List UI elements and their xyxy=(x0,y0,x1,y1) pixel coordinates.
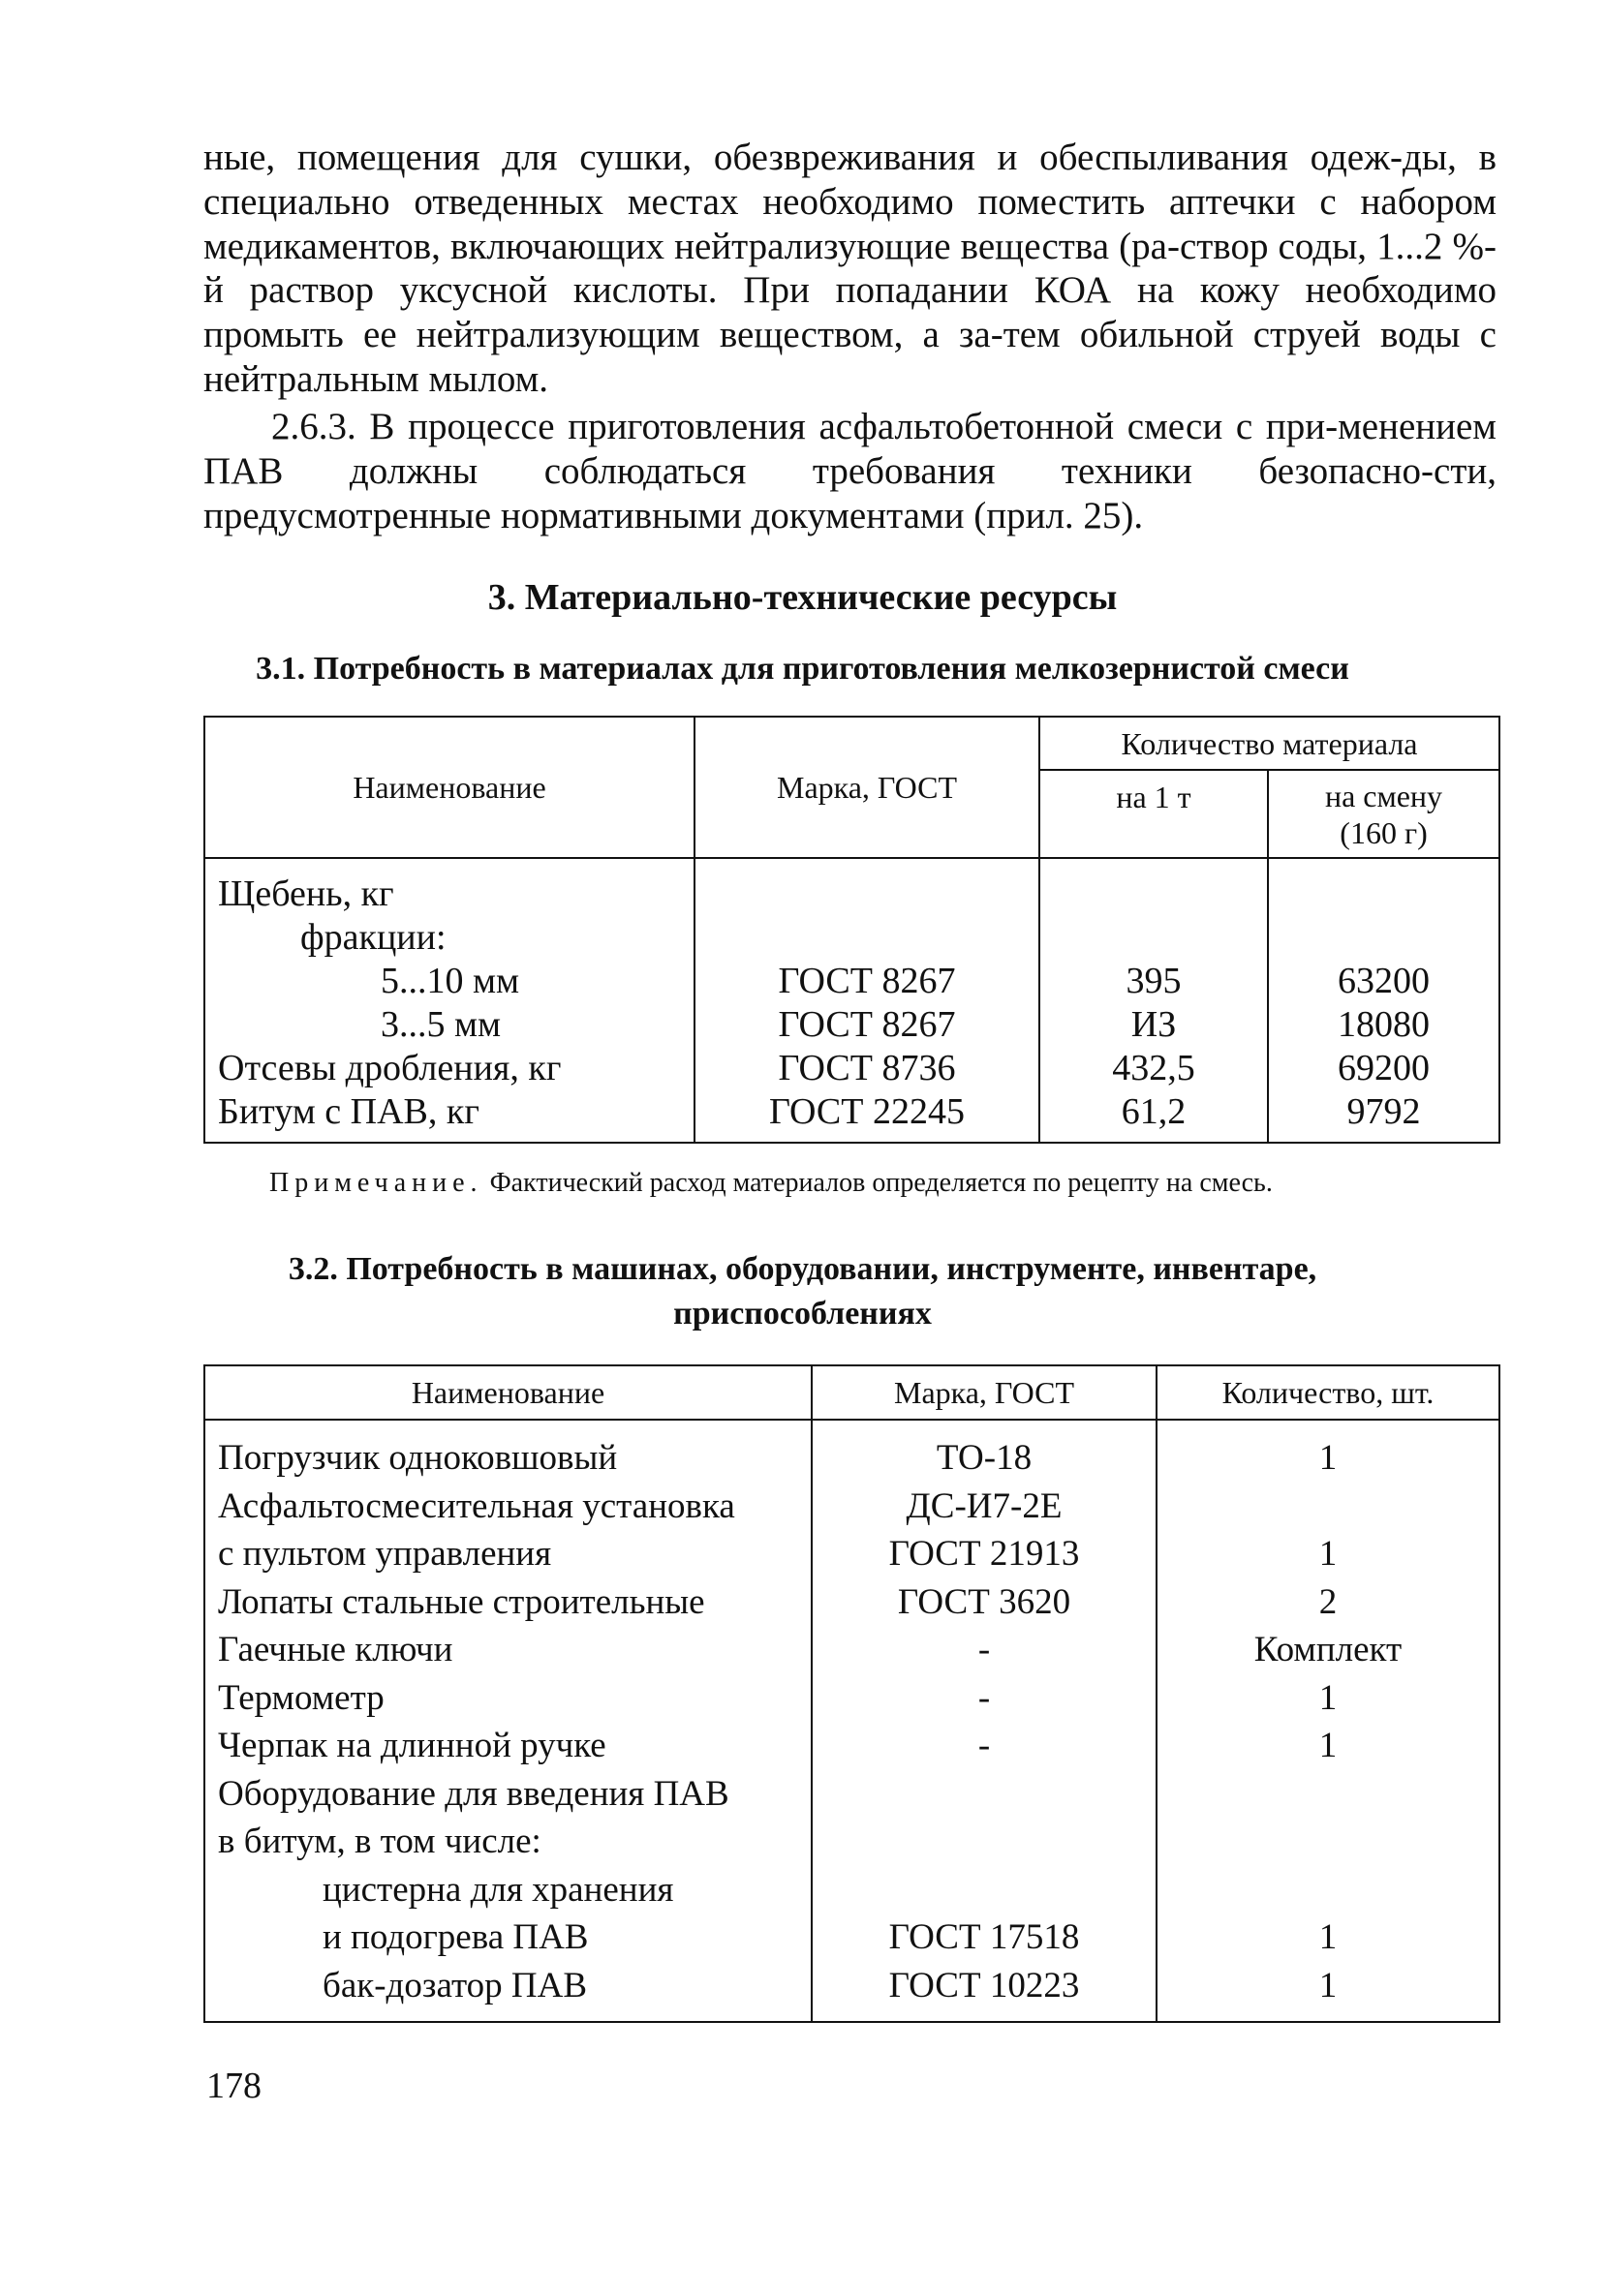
table-cell: ИЗ xyxy=(1130,1004,1177,1045)
table-cell: Лопаты стальные строительные xyxy=(218,1581,705,1622)
table-cell: Оборудование для введения ПАВ xyxy=(218,1773,729,1814)
table-cell: 1 xyxy=(1318,1726,1338,1765)
table-cell: 2 xyxy=(1318,1581,1338,1622)
table-cell xyxy=(1269,916,1498,960)
table-note xyxy=(269,1168,1273,1199)
table-cell: Термометр xyxy=(218,1677,385,1718)
table-cell: 3...5 мм xyxy=(381,1004,502,1045)
brand-column xyxy=(694,858,1039,1143)
name-column xyxy=(204,858,694,1143)
table-cell: Гаечные ключи xyxy=(218,1630,453,1669)
column-header-name: Наименование xyxy=(204,1365,812,1420)
table-cell: 1 xyxy=(1318,1534,1338,1574)
column-header-brand: Марка, ГОСТ xyxy=(812,1365,1157,1420)
quantity-column xyxy=(1157,1420,1499,2022)
table-cell: и подогрева ПАВ xyxy=(323,1917,589,1957)
table-cell: - xyxy=(977,1630,991,1669)
table-cell xyxy=(695,872,1038,916)
materials-table xyxy=(203,716,1500,1144)
table-cell: 1 xyxy=(1318,1965,1338,2005)
table-cell: 1 xyxy=(1318,1917,1338,1957)
page-number: 178 xyxy=(206,2066,262,2106)
table-cell: в битум, в том числе: xyxy=(218,1821,541,1861)
table-cell: 5...10 мм xyxy=(381,961,520,1001)
table-cell xyxy=(813,1818,1156,1866)
table-cell: Погрузчик одноковшовый xyxy=(218,1438,618,1478)
table-cell: 9792 xyxy=(1346,1091,1421,1132)
note-label: Примечание. xyxy=(269,1168,483,1198)
column-header-quantity: Количество, шт. xyxy=(1157,1365,1499,1420)
table-cell xyxy=(1040,916,1267,960)
table-cell xyxy=(1040,872,1267,916)
note-text: Фактический расход материалов определяется по рецепту на смесь. xyxy=(482,1168,1273,1198)
body-paragraph: ные, помещения для сушки, обезвреживания и обеспыливания одеж-ды, в специально отведенных местах необходимо поместить аптечки с набором медикаментов, включающих нейтрализующие вещества (ра-створ соды, 1...2 %-й раствор уксусной кислоты. При попадании КОА на кожу необходимо промыть ее нейтрализующим веществом, а за-тем обильной струей воды с нейтральным мылом. xyxy=(203,137,1497,400)
section-heading: 3. Материально-технические ресурсы xyxy=(487,577,1118,618)
per-ton-column xyxy=(1039,858,1268,1143)
table-title-line: 3.2. Потребность в машинах, оборудовании, инструменте, инвентаре, xyxy=(288,1251,1317,1287)
brand-column xyxy=(812,1420,1157,2022)
table-cell: 69200 xyxy=(1338,1048,1430,1088)
table-cell: бак-дозатор ПАВ xyxy=(323,1965,588,2005)
table-cell: Асфальтосмесительная установка xyxy=(218,1485,735,1526)
table-cell: 395 xyxy=(1126,961,1182,1001)
table-cell: Щебень, кг xyxy=(218,873,394,914)
table-cell xyxy=(1157,1483,1498,1531)
column-header-per-ton: на 1 т xyxy=(1039,770,1268,858)
table-title-line: приспособлениях xyxy=(673,1296,932,1332)
per-shift-subtitle: (160 г) xyxy=(1340,814,1428,850)
table-cell: 1 xyxy=(1318,1677,1338,1718)
column-header-per-shift xyxy=(1268,770,1499,858)
table-cell: - xyxy=(977,1677,991,1718)
table-cell: - xyxy=(977,1726,991,1765)
table-title: 3.1. Потребность в материалах для приготовления мелкозернистой смеси xyxy=(256,651,1349,687)
column-header-quantity: Количество материала xyxy=(1039,717,1499,770)
table-cell: фракции: xyxy=(300,917,447,958)
table-cell: 18080 xyxy=(1338,1004,1430,1045)
table-cell: цистерна для хранения xyxy=(323,1869,674,1910)
table-cell xyxy=(695,916,1038,960)
table-cell: ГОСТ 22245 xyxy=(769,1091,965,1132)
table-cell: ГОСТ 17518 xyxy=(888,1917,1080,1957)
table-cell: ГОСТ 8736 xyxy=(778,1048,956,1088)
per-shift-column xyxy=(1268,858,1499,1143)
table-cell xyxy=(1157,1770,1498,1819)
table-cell xyxy=(1157,1818,1498,1866)
table-cell: ТО-18 xyxy=(936,1438,1033,1478)
table-cell xyxy=(813,1770,1156,1819)
table-cell: 61,2 xyxy=(1121,1091,1187,1132)
table-cell: Черпак на длинной ручке xyxy=(218,1726,606,1765)
table-cell: 432,5 xyxy=(1112,1048,1195,1088)
table-cell xyxy=(813,1866,1156,1914)
table-cell: Битум с ПАВ, кг xyxy=(218,1091,479,1132)
table-cell: с пультом управления xyxy=(218,1534,552,1574)
table-cell: ГОСТ 21913 xyxy=(888,1534,1080,1574)
equipment-table xyxy=(203,1364,1500,2023)
table-cell: ГОСТ 10223 xyxy=(888,1965,1080,2005)
table-cell xyxy=(1157,1866,1498,1914)
table-cell: 1 xyxy=(1318,1438,1338,1478)
table-cell: ГОСТ 8267 xyxy=(778,1004,956,1045)
per-shift-label: на смену xyxy=(1324,778,1443,813)
column-header-brand: Марка, ГОСТ xyxy=(694,717,1039,858)
table-cell xyxy=(1269,872,1498,916)
body-paragraph: 2.6.3. В процессе приготовления асфальтобетонной смеси с при-менением ПАВ должны соблюдаться требования техники безопасно-сти, предусмотренные нормативными документами (прил. 25). xyxy=(203,406,1497,536)
table-cell: ГОСТ 8267 xyxy=(778,961,956,1001)
table-cell: ГОСТ 3620 xyxy=(897,1581,1071,1622)
table-title xyxy=(0,1247,1605,1336)
column-header-name: Наименование xyxy=(204,717,694,858)
name-column xyxy=(204,1420,812,2022)
table-cell: 63200 xyxy=(1338,961,1430,1001)
table-cell: Отсевы дробления, кг xyxy=(218,1048,562,1088)
table-cell: Комплект xyxy=(1253,1630,1403,1669)
table-cell: ДС-И7-2Е xyxy=(906,1485,1063,1526)
